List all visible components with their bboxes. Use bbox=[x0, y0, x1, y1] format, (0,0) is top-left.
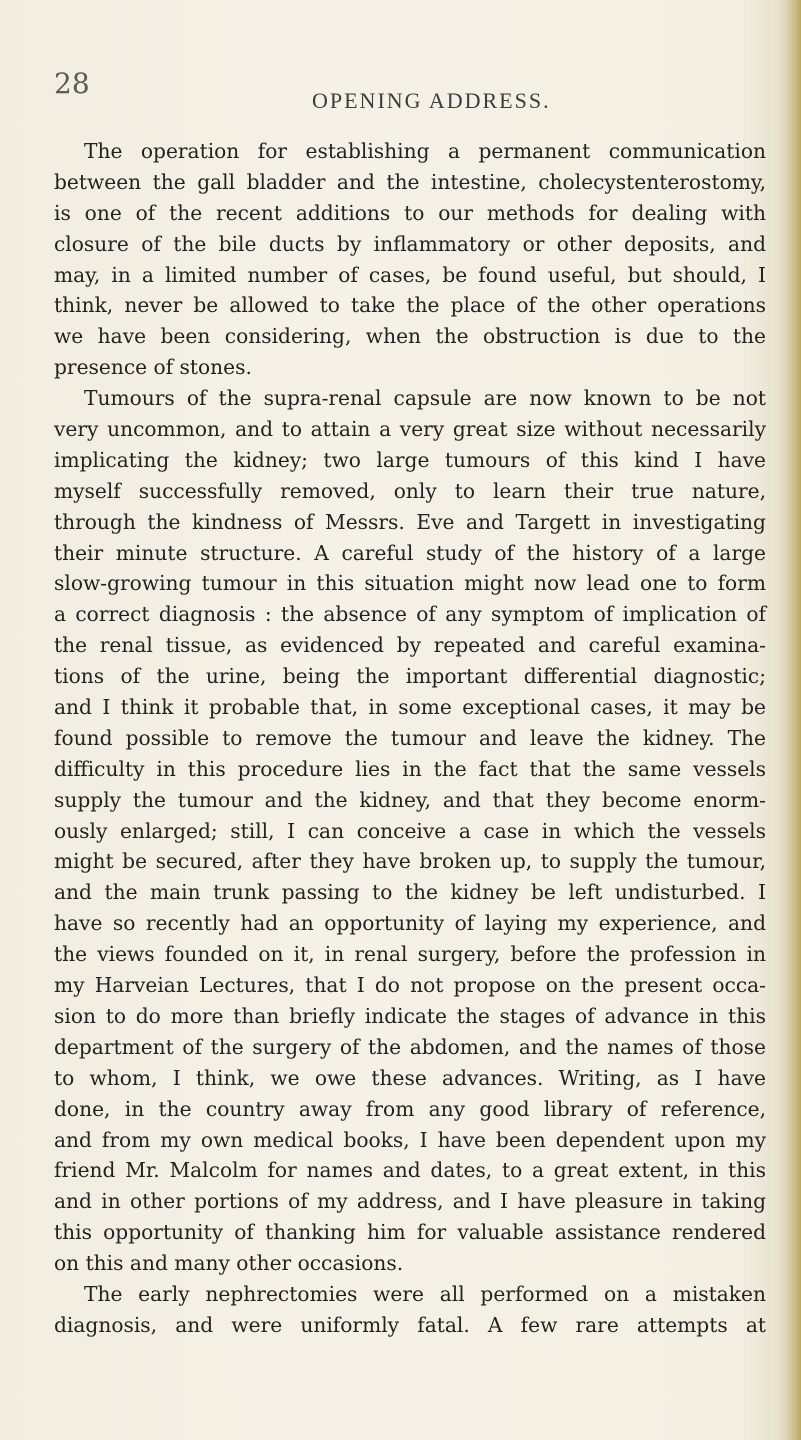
text-line: very uncommon, and to attain a very great size without necessarily bbox=[54, 417, 766, 442]
text-line: ously enlarged; still, I can conceive a case in which the vessels bbox=[54, 818, 766, 843]
text-line: and I think it probable that, in some exceptional cases, it may be bbox=[54, 695, 766, 720]
text-line: sion to do more than briefly indicate the stages of advance in this bbox=[54, 1003, 766, 1028]
text-line: diagnosis, and were uniformly fatal. A few rare attempts at bbox=[54, 1312, 766, 1337]
text-line: may, in a limited number of cases, be found useful, but should, I bbox=[54, 262, 766, 287]
text-line: to whom, I think, we owe these advances. Writing, as I have bbox=[54, 1065, 766, 1090]
running-head: OPENING ADDRESS. bbox=[312, 88, 551, 113]
text-line: have so recently had an opportunity of laying my experience, and bbox=[54, 911, 766, 936]
text-line: presence of stones. bbox=[54, 355, 252, 380]
text-line: their minute structure. A careful study of the history of a large bbox=[54, 540, 766, 565]
text-line: Tumours of the supra-renal capsule are now known to be not bbox=[84, 386, 766, 411]
text-line: difficulty in this procedure lies in the fact that the same vessels bbox=[54, 756, 766, 781]
text-line: and from my own medical books, I have been dependent upon my bbox=[54, 1127, 766, 1152]
text-line: my Harveian Lectures, that I do not propose on the present occa- bbox=[54, 973, 766, 998]
text-line: done, in the country away from any good library of reference, bbox=[54, 1096, 766, 1121]
text-line: friend Mr. Malcolm for names and dates, to a great extent, in this bbox=[54, 1158, 766, 1183]
page-number: 28 bbox=[54, 67, 90, 100]
text-line: The early nephrectomies were all performed on a mistaken bbox=[84, 1281, 766, 1306]
text-line: and in other portions of my address, and I have pleasure in taking bbox=[54, 1189, 766, 1214]
text-line: and the main trunk passing to the kidney be left undisturbed. I bbox=[54, 880, 766, 905]
text-line: this opportunity of thanking him for valuable assistance rendered bbox=[54, 1220, 766, 1245]
text-line: between the gall bladder and the intestine, cholecystenterostomy, bbox=[54, 169, 766, 194]
body-text bbox=[54, 136, 766, 1341]
page-edge-shadow bbox=[787, 0, 801, 1440]
text-line: is one of the recent additions to our methods for dealing with bbox=[54, 200, 766, 225]
text-line: might be secured, after they have broken up, to supply the tumour, bbox=[54, 849, 766, 874]
text-line: closure of the bile ducts by inflammatory or other deposits, and bbox=[54, 231, 766, 256]
text-line: on this and many other occasions. bbox=[54, 1251, 404, 1276]
text-line: department of the surgery of the abdomen, and the names of those bbox=[54, 1034, 766, 1059]
text-line: found possible to remove the tumour and leave the kidney. The bbox=[54, 725, 766, 750]
text-line: the views founded on it, in renal surgery, before the profession in bbox=[54, 942, 766, 967]
text-line: tions of the urine, being the important differential diagnostic; bbox=[54, 664, 766, 689]
text-line: myself successfully removed, only to learn their true nature, bbox=[54, 478, 766, 503]
text-line: slow-growing tumour in this situation might now lead one to form bbox=[54, 571, 766, 596]
text-line: The operation for establishing a permanent communication bbox=[84, 139, 766, 163]
text-line: a correct diagnosis : the absence of any symptom of implication of bbox=[54, 602, 766, 627]
text-line: implicating the kidney; two large tumours of this kind I have bbox=[54, 447, 766, 472]
text-line: supply the tumour and the kidney, and that they become enorm- bbox=[54, 787, 766, 812]
text-line: through the kindness of Messrs. Eve and Targett in investigating bbox=[54, 509, 766, 534]
text-line: we have been considering, when the obstruction is due to the bbox=[54, 324, 766, 349]
text-line: think, never be allowed to take the place of the other operations bbox=[54, 293, 766, 318]
text-line: the renal tissue, as evidenced by repeated and careful examina- bbox=[54, 633, 766, 658]
